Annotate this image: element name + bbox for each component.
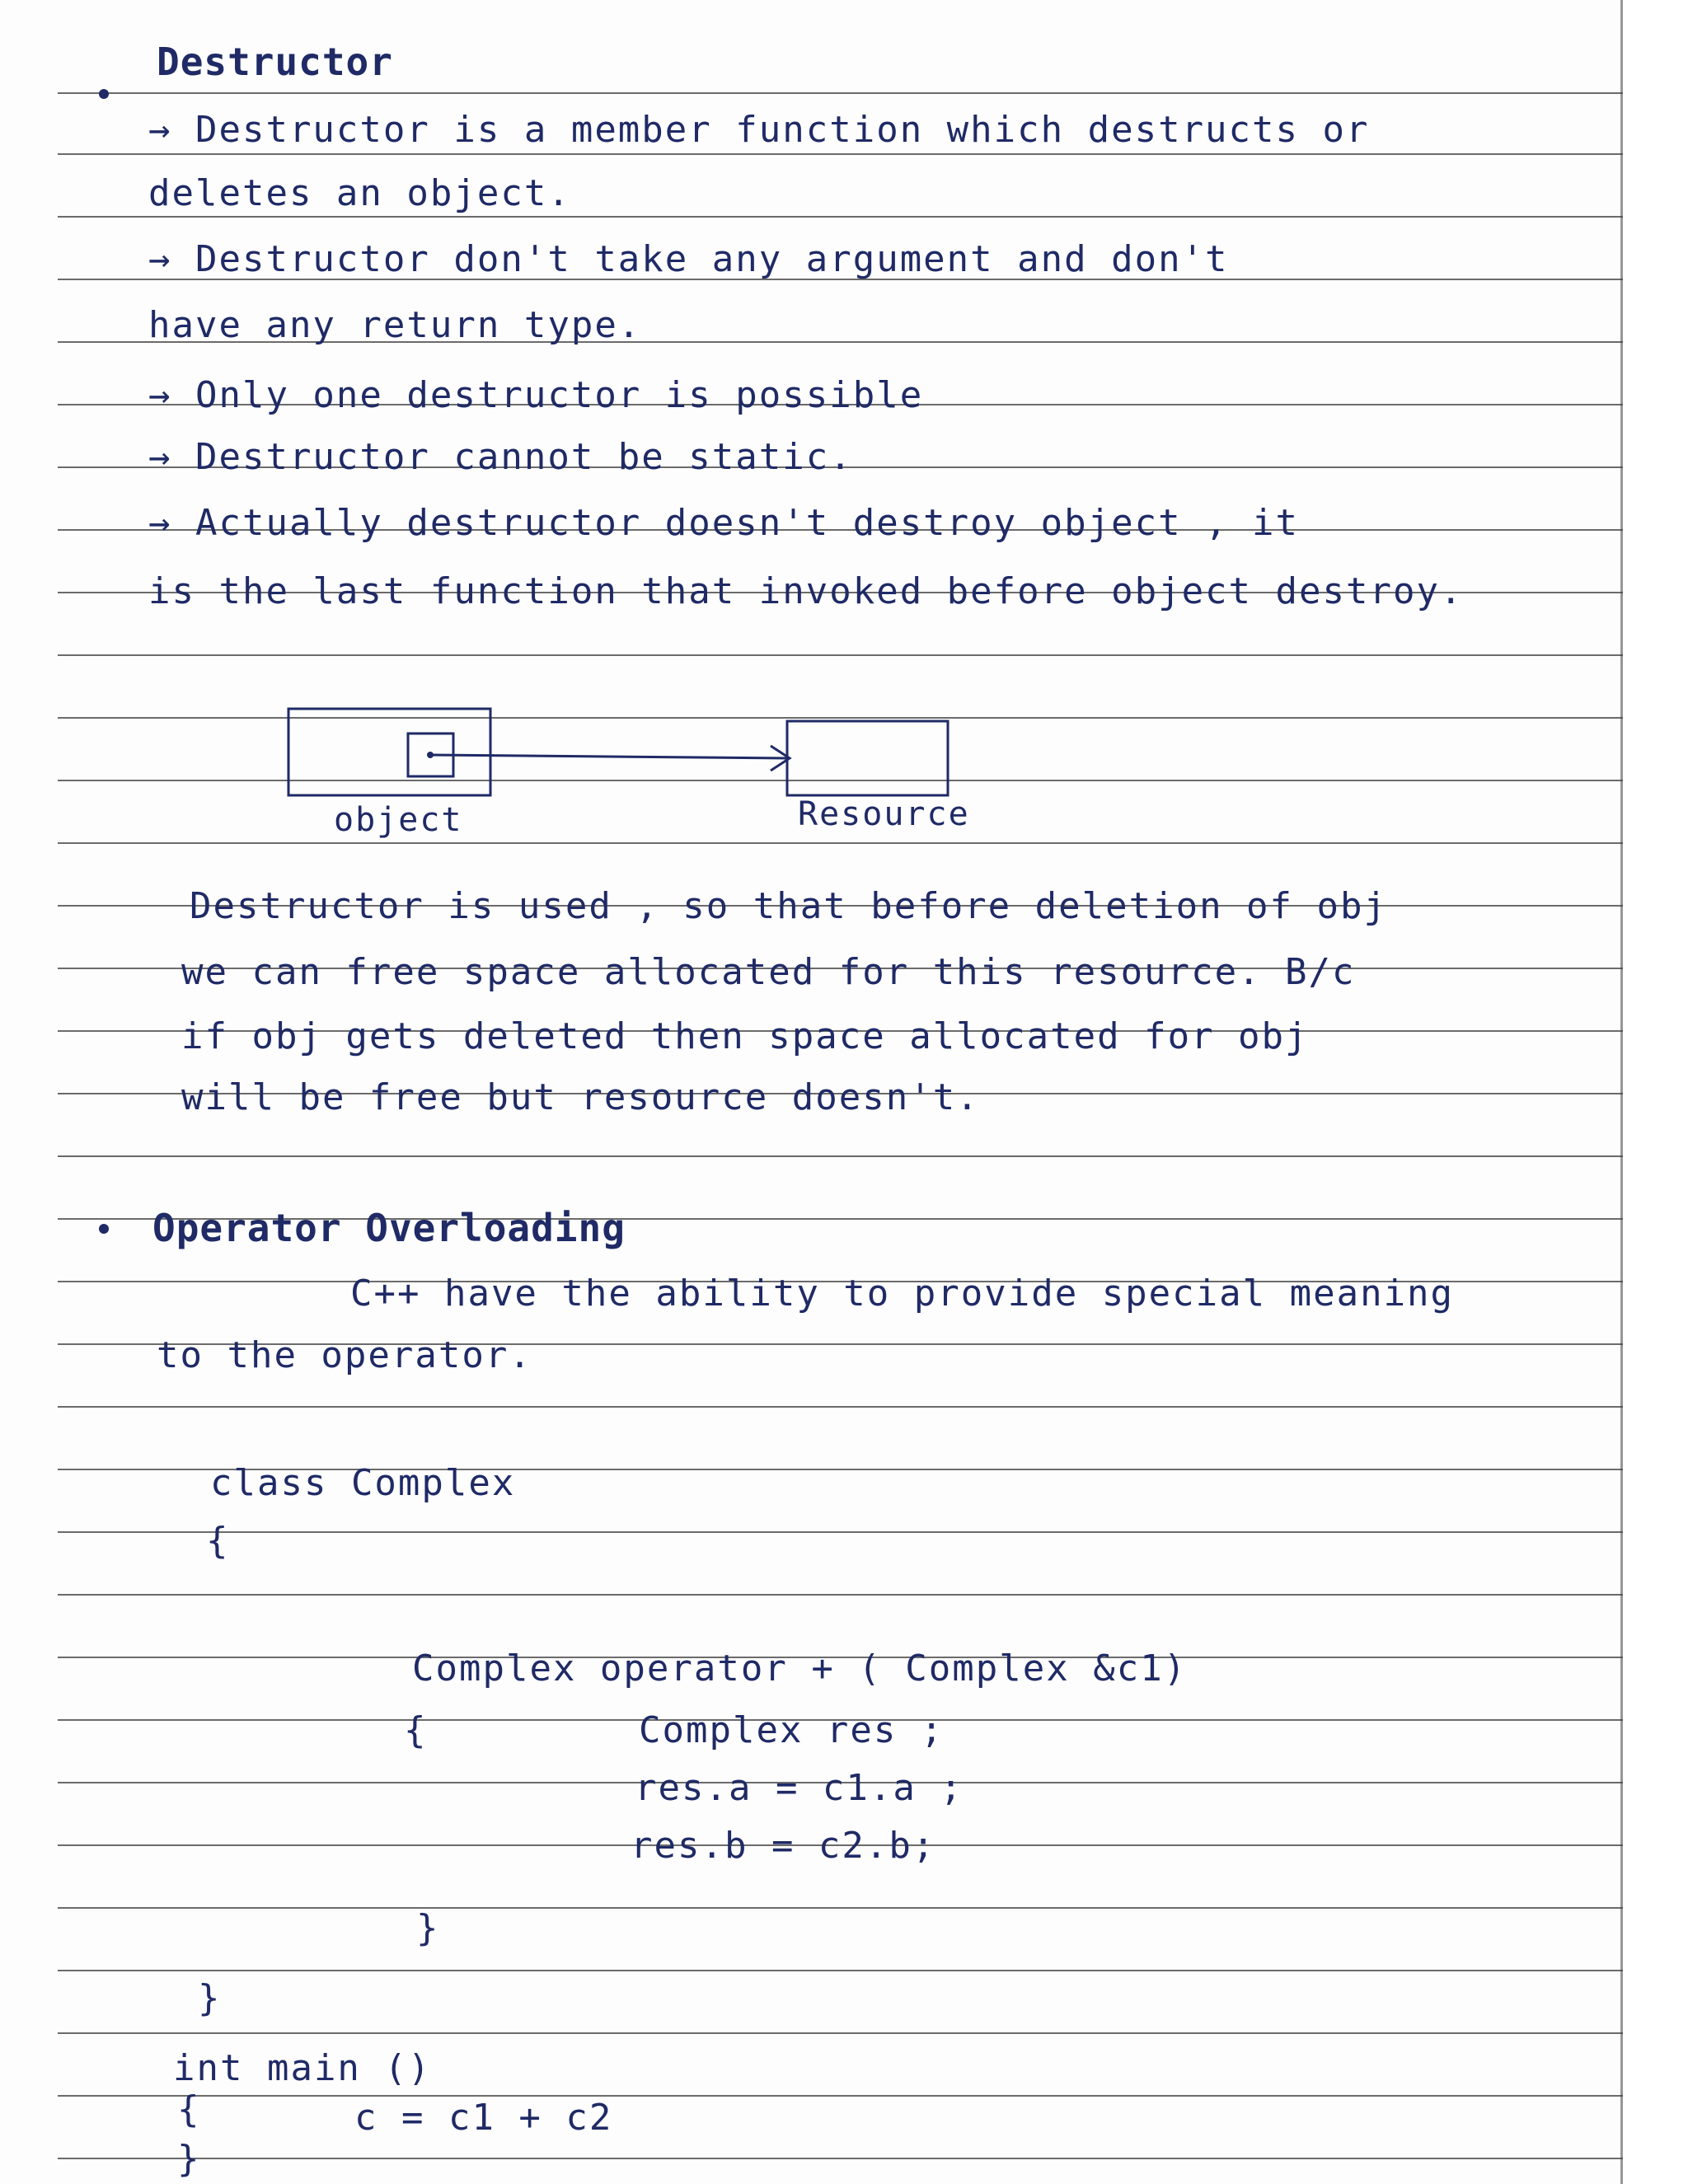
note-line: C++ have the ability to provide special meaning <box>350 1272 1455 1315</box>
bullet-dot <box>99 1224 109 1234</box>
code-line: c = c1 + c2 <box>354 2097 613 2139</box>
note-line: deletes an object. <box>148 172 571 214</box>
code-line: class Complex <box>210 1462 516 1504</box>
object-label: object <box>334 801 463 839</box>
note-line: → Actually destructor doesn't destroy object , it <box>148 502 1300 544</box>
code-line: { <box>177 2088 201 2130</box>
code-line: } <box>416 1907 440 1949</box>
code-line: int main () <box>173 2047 432 2089</box>
code-line: res.a = c1.a ; <box>635 1767 964 1809</box>
paragraph-line: will be free but resource doesn't. <box>181 1076 980 1118</box>
code-line: { <box>404 1709 428 1751</box>
note-line: to the operator. <box>157 1334 532 1376</box>
operator-overloading-heading: Operator Overloading <box>152 1206 626 1250</box>
note-line: is the last function that invoked before object destroy. <box>148 570 1464 612</box>
note-line: → Only one destructor is possible <box>148 374 924 416</box>
note-line: → Destructor cannot be static. <box>148 436 853 478</box>
resource-box <box>787 721 948 795</box>
code-line: res.b = c2.b; <box>631 1825 936 1867</box>
paragraph-line: if obj gets deleted then space allocated for obj <box>181 1015 1309 1057</box>
destructor-heading: Destructor <box>157 40 393 84</box>
note-line: → Destructor don't take any argument and don't <box>148 238 1229 280</box>
resource-label: Resource <box>798 795 970 833</box>
pointer-arrow-line <box>430 755 787 758</box>
note-line: → Destructor is a member function which destructs or <box>148 109 1370 151</box>
note-line: have any return type. <box>148 304 642 346</box>
code-line: { <box>206 1520 230 1562</box>
code-line: Complex operator + ( Complex &c1) <box>412 1647 1188 1690</box>
code-line: Complex res ; <box>639 1709 945 1751</box>
code-line: } <box>198 1977 222 2019</box>
paragraph-line: we can free space allocated for this resource. B/c <box>181 951 1356 993</box>
paragraph-line: Destructor is used , so that before deletion of obj <box>190 885 1388 927</box>
code-line: } <box>177 2138 201 2180</box>
object-box <box>288 709 490 795</box>
